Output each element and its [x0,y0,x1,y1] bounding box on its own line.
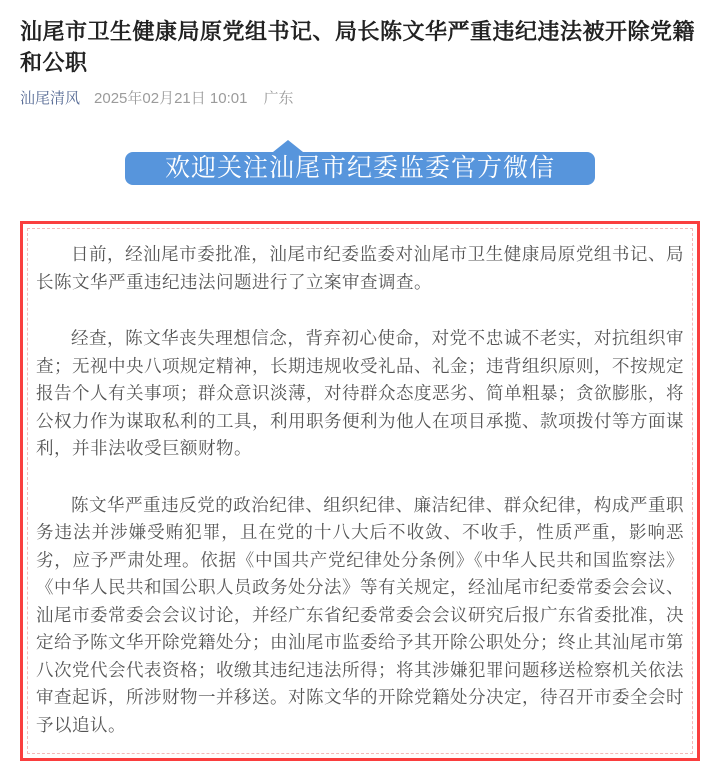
follow-banner-label[interactable]: 欢迎关注汕尾市纪委监委官方微信 [125,152,595,185]
article-body-box [20,221,700,761]
article-title: 汕尾市卫生健康局原党组书记、局长陈文华严重违纪违法被开除党籍和公职 [20,19,696,75]
follow-banner[interactable] [125,140,595,185]
account-name-link[interactable]: 汕尾清风 [20,90,81,107]
paragraph-1: 日前，经汕尾市委批准，汕尾市纪委监委对汕尾市卫生健康局原党组书记、局长陈文华严重违纪违法问题进行了立案审查调查。 [36,244,684,292]
article-body-inner [27,228,693,754]
publish-region: 广东 [263,90,294,107]
banner-pointer-triangle-icon [273,140,303,152]
paragraph-2: 经查，陈文华丧失理想信念，背弃初心使命，对党不忠诚不老实，对抗组织审查；无视中央八项规定精神，长期违规收受礼品、礼金；违背组织原则，不按规定报告个人有关事项；群众意识淡薄，对待群众态度恶劣、简单粗暴；贪欲膨胀，将公权力作为谋取私利的工具，利用职务便利为他人在项目承揽、款项拨付等方面谋利，并非法收受巨额财物。 [36,328,684,458]
byline [20,90,700,108]
publish-date: 2025年02月21日 10:01 [94,90,248,107]
paragraph-3: 陈文华严重违反党的政治纪律、组织纪律、廉洁纪律、群众纪律，构成严重职务违法并涉嫌受贿犯罪，且在党的十八大后不收敛、不收手，性质严重，影响恶劣，应予严肃处理。依据《中国共产党纪律处分条例》《中华人民共和国监察法》《中华人民共和国公职人员政务处分法》等有关规定，经汕尾市纪委常委会会议、汕尾市委常委会会议讨论，并经广东省纪委常委会会议研究后报广东省委批准，决定给予陈文华开除党籍处分；由汕尾市监委给予其开除公职处分；终止其汕尾市第八次党代会代表资格；收缴其违纪违法所得；将其涉嫌犯罪问题移送检察机关依法审查起诉，所涉财物一并移送。对陈文华的开除党籍处分决定，待召开市委全会时予以追认。 [36,494,684,735]
